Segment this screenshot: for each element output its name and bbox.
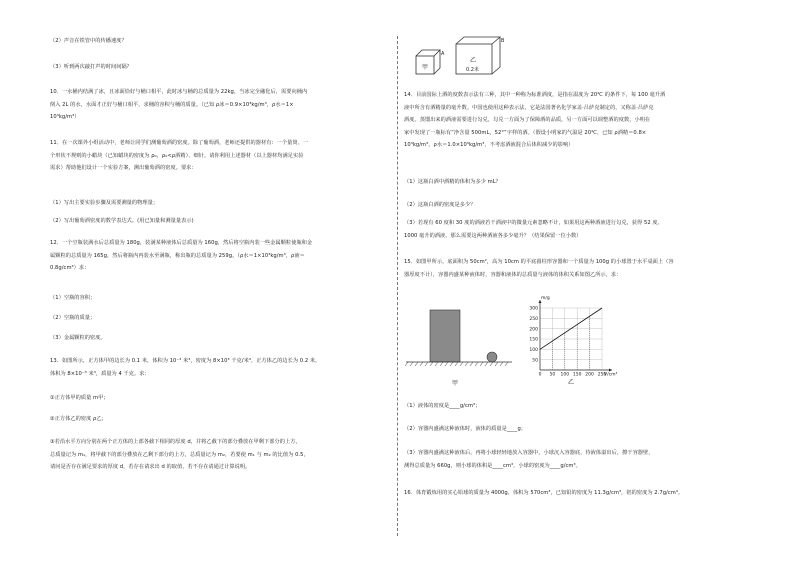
left-text-line: （2）声音在铁管中的传播速度？: [50, 38, 127, 44]
x-axis-arrow: [609, 369, 612, 372]
cylinder-container: [430, 310, 460, 362]
mass-volume-chart: [522, 296, 622, 386]
hatch-mark: [435, 362, 438, 366]
hatch-mark: [445, 362, 448, 366]
left-text-line: 13．如图所示，正方体甲的边长为 0.1 米，体积为 10⁻³ 米³，密度为 8×10³ 千克/米³，正方体乙的边长为 0.2 米，: [50, 358, 321, 364]
hatch-mark: [470, 362, 473, 366]
right-q15-paragraph-0: [404, 400, 784, 413]
left-text-line: 10³kg/m³）: [50, 114, 80, 120]
right-text-line: 酒度。蒸馏出来的酒液需要进行勾兑，勾兑一方面为了保障酒的品质，另一方面可以调整酒的度数，小明在: [404, 117, 651, 123]
left-paragraph-11: [50, 392, 390, 405]
left-paragraph-3: [50, 137, 390, 175]
x-tick-label: 250: [597, 372, 607, 378]
x-tick-label: 150: [572, 372, 582, 378]
hatch-mark: [405, 362, 408, 366]
x-tick-label: 0: [538, 372, 542, 378]
left-text-line: 总质量记为 m₁，将甲截下的部分叠放在乙剩下部分的上方，总质量记为 m₂，若要使 m₁ 与 m₂ 的比值为 0.5，: [50, 451, 309, 458]
left-text-line: （1）空瓶的容积；: [50, 295, 96, 301]
y-tick-label: 100: [529, 347, 538, 353]
left-text-line: ②正方体乙的密度 ρ乙；: [50, 416, 107, 422]
left-text-line: （2）写出葡萄酒密度的数学表达式。(用已知量和测量量表示): [50, 218, 194, 224]
left-paragraph-10: [50, 355, 390, 380]
left-paragraph-2: [50, 86, 390, 124]
left-text-line: （3）金属颗粒的密度。: [50, 335, 106, 341]
hatch-mark: [455, 362, 458, 366]
left-text-line: 需求）帮助他们设计一个实验方案，测出葡萄酒的密度。要求：: [50, 165, 197, 171]
left-paragraph-0: [50, 35, 390, 48]
hatch-mark: [490, 362, 493, 366]
left-text-line: 个形状不规则的小蜡块（已知蜡块的密度为 ρ₀，ρ₀<ρ酒精）、细针。请你利用上述器材（以上器材均满足实验: [50, 152, 304, 159]
right-q15-text-line: 16．体育锻炼用的实心铅球的质量为 4000g，体积为 570cm³，已知铅的密度为 11.3g/cm³，铝的密度为 2.7g/cm³。: [404, 490, 684, 496]
container-figure-label: 甲: [452, 380, 459, 387]
right-text-line: （3）若现有 60 度和 30 度的酒液若干酒液中的微量元素忽略不计，如果用这两种酒液进行勾兑，获得 52 度、: [404, 220, 663, 226]
hatch-mark: [420, 362, 423, 366]
right-q15-text-line: 测得总质量为 660g，则小球的体积是____cm³，小球的密度为____g/cm³。: [404, 462, 581, 469]
left-paragraph-8: [50, 312, 390, 325]
table-hatch: [405, 362, 508, 366]
right-text-line: （2）这瓶白酒的密度是多少？: [404, 202, 476, 208]
right-q15-paragraph-2: [404, 447, 784, 472]
left-paragraph-7: [50, 292, 390, 305]
y-tick-label: 50: [532, 358, 538, 364]
hatch-mark: [415, 362, 418, 366]
cubes-figure: [412, 34, 522, 82]
hatch-mark: [485, 362, 488, 366]
left-paragraph-12: [50, 413, 390, 426]
cube-yi-side-label: 0.2米: [466, 67, 479, 73]
x-tick-label: 100: [560, 372, 570, 378]
hatch-mark: [440, 362, 443, 366]
hatch-mark: [430, 362, 433, 366]
right-paragraph-1: [404, 176, 784, 189]
chart-caption: 乙: [567, 379, 575, 386]
right-paragraph-4: [404, 256, 784, 281]
left-text-line: ①正方体甲的质量 m甲；: [50, 395, 109, 401]
hatch-mark: [450, 362, 453, 366]
small-ball: [487, 352, 497, 362]
y-tick-label: 150: [529, 337, 538, 343]
hatch-mark: [480, 362, 483, 366]
left-text-line: 0.8g/cm³）求：: [50, 265, 90, 271]
left-paragraph-4: [50, 197, 390, 210]
y-axis-label: m/g: [541, 296, 550, 301]
left-paragraph-13: [50, 436, 390, 474]
cube-jia-label: 甲: [422, 64, 429, 71]
hatch-mark: [460, 362, 463, 366]
left-text-line: （3）听到两次敲打声的时间间隔？: [50, 64, 132, 70]
x-axis-label: V/cm³: [604, 372, 618, 378]
right-q15-text-line: （1）液体的密度是____g/cm³；: [404, 403, 481, 409]
left-paragraph-9: [50, 332, 390, 345]
cube-yi-edge-label: B: [501, 38, 505, 44]
x-tick-label: 50: [549, 372, 556, 378]
right-text-line: 15．如图甲所示，底面积为 50cm²，高为 10cm 的平底圆柱形容器和一个质量为 100g 的小球置于水平桌面上（容: [404, 259, 674, 265]
right-q15-paragraph-1: [404, 423, 784, 436]
x-tick-label: 200: [585, 372, 594, 378]
hatch-mark: [410, 362, 413, 366]
left-text-line: 倒入 2L 的水，水面才正好与桶口相平，求桶的容积与桶的质量。（已知 ρ冰＝0.9×10³kg/m³，ρ水＝1×: [50, 101, 294, 108]
right-paragraph-3: [404, 217, 784, 242]
right-q15-text-line: （3）容器内盛满这种液体后，再将小球轻轻地放入容器中，小球沉入容器底，待液体溢出后，擦干容器壁，: [404, 450, 654, 456]
left-text-line: 12．一个空瓶装满水后总质量为 180g，装满某种液体后总质量为 160g，然后将空瓶内装一些金属颗粒使瓶和金: [50, 240, 313, 246]
hatch-mark: [500, 362, 503, 366]
right-q15-paragraph-3: [404, 487, 784, 500]
right-text-line: （1）这瓶白酒中酒精的体积为多少 mL？: [404, 179, 501, 185]
column-divider: [397, 36, 398, 536]
left-text-line: 体积为 8×10⁻³ 米³，质量为 4 千克。求：: [50, 370, 150, 377]
right-text-line: 10³kg/m³，ρ水＝1.0×10³kg/m³，不考虑酒液混合后体积减少的影响）: [404, 142, 574, 148]
container-figure: [404, 308, 514, 370]
y-tick-label: 250: [529, 316, 538, 322]
left-text-line: （2）空瓶的质量；: [50, 315, 96, 321]
left-paragraph-1: [50, 61, 390, 74]
hatch-mark: [495, 362, 498, 366]
right-paragraph-0: [404, 89, 784, 152]
cube-yi-label: 乙: [470, 57, 477, 64]
right-text-line: 液中所含有酒精量的毫升数。中国也使用这种表示法，它是法国著名化学家盖·吕萨克制定的，又称盖·吕萨克: [404, 104, 654, 111]
right-text-line: 14．目前国际上酒的度数表示法有三种，其中一种称为标准酒度，是指在温度为 20℃ 的条件下，每 100 毫升酒: [404, 92, 666, 98]
y-tick-label: 300: [529, 306, 538, 312]
hatch-mark: [475, 362, 478, 366]
left-text-line: （1）写出主要实验步骤及需要测量的物理量；: [50, 200, 159, 206]
right-text-line: 1000 毫升的酒液，那么需要这两种酒液各多少毫升？（结果保留一位小数）: [404, 232, 582, 239]
hatch-mark: [465, 362, 468, 366]
left-paragraph-6: [50, 237, 390, 275]
right-paragraph-2: [404, 199, 784, 212]
left-text-line: 10．一水桶内结满了冰，且冰面恰好与桶口相平，此时冰与桶的总质量为 22kg，当冰完全融化后，需要向桶内: [50, 89, 308, 95]
left-paragraph-5: [50, 215, 390, 228]
right-text-line: 器厚度不计），容器内盛某种液体时，容器和液体的总质量与液体的体积关系如图乙所示，求：: [404, 271, 622, 278]
cube-jia-edge-label: A: [441, 51, 445, 57]
left-text-line: ③若沿水平方向分别在两个正方体的上部各截下相同的厚度 d，并将乙截下的部分叠放在甲剩下部分的上方，: [50, 439, 301, 445]
right-q15-text-line: （2）容器内盛满这种液体时，液体的质量是____g；: [404, 426, 527, 432]
y-tick-label: 200: [529, 327, 538, 333]
left-text-line: 属颗粒的总质量为 165g，然后将瓶内再装水至满瓶，称出瓶的总质量为 259g。（ρ水＝1×10³kg/m³，ρ液＝: [50, 252, 305, 259]
hatch-mark: [505, 362, 508, 366]
left-text-line: 请问是否存在满足要求的厚度 d，若存在请求出 d 的取值，若不存在请通过计算说明。: [50, 464, 251, 470]
left-text-line: 11．在一次课外小组活动中，老师让同学们测葡萄酒的密度。除了葡萄酒，老师还提供的器材有：一个量筒、一: [50, 140, 309, 146]
right-text-line: 家中发现了一瓶标有“净含量 500mL，52°”字样的酒。（假设小明家的气温是 20℃，已知 ρ酒精＝0.8×: [404, 129, 647, 136]
hatch-mark: [425, 362, 428, 366]
